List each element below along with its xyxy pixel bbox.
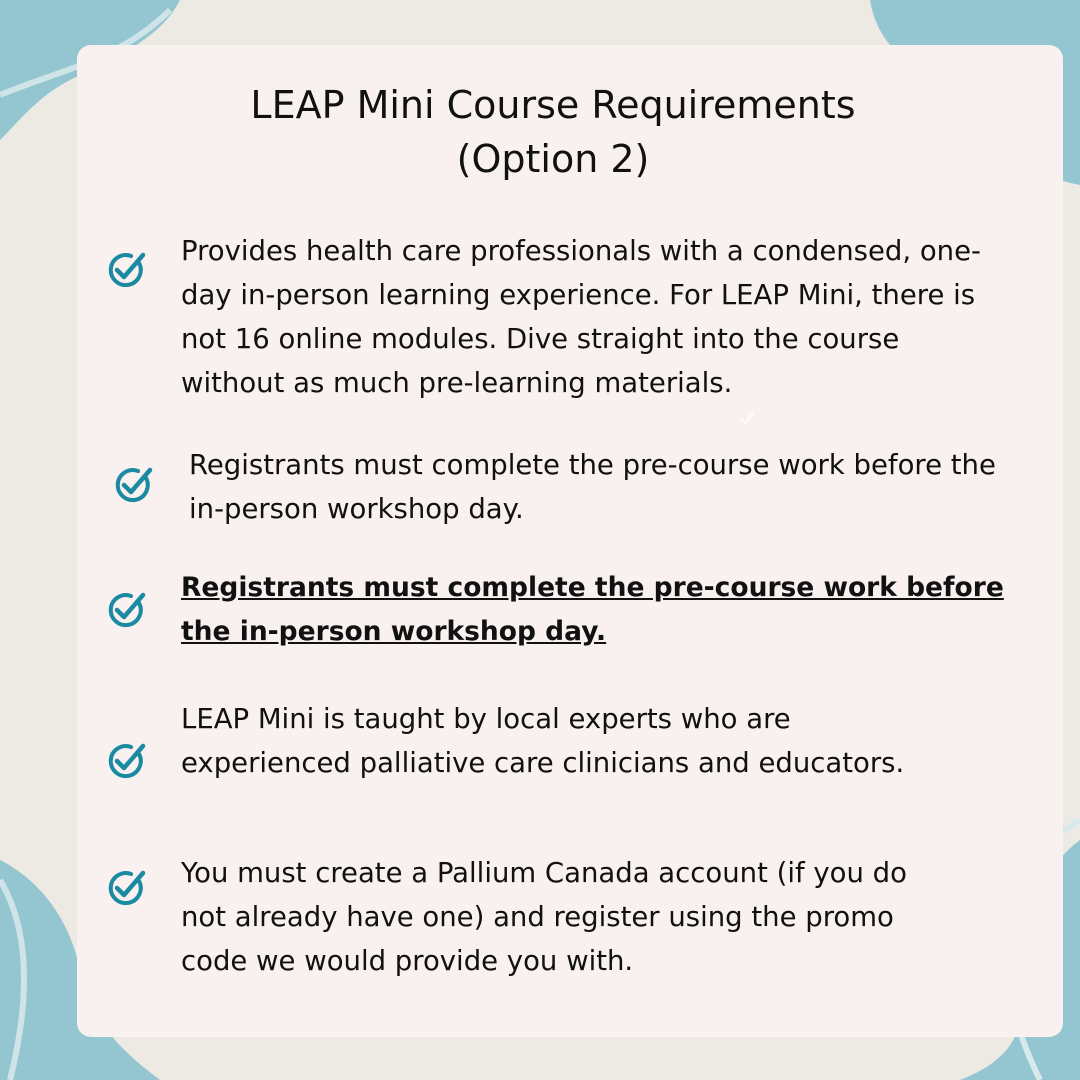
requirement-item-5 bbox=[181, 851, 907, 983]
item-1-line-2: day in-person learning experience. For LEAP Mini, there is bbox=[181, 279, 976, 311]
checkmark-circle-icon bbox=[113, 465, 153, 505]
title-line-1: LEAP Mini Course Requirements bbox=[250, 83, 856, 127]
requirement-item-1 bbox=[181, 229, 981, 405]
requirement-item-2 bbox=[189, 443, 996, 531]
item-5-line-2: not already have one) and register using the promo bbox=[181, 901, 894, 933]
item-3-line-1: Registrants must complete the pre-course work before bbox=[181, 572, 1004, 603]
small-check-mark-icon bbox=[737, 408, 757, 428]
checkmark-circle-icon bbox=[106, 868, 146, 908]
title-line-2: (Option 2) bbox=[456, 137, 650, 181]
item-1-line-3: not 16 online modules. Dive straight into the course bbox=[181, 323, 900, 355]
checkmark-circle-icon bbox=[106, 250, 146, 290]
page-title bbox=[77, 78, 1029, 186]
requirement-item-4 bbox=[181, 697, 904, 785]
item-5-line-1: You must create a Pallium Canada account (if you do bbox=[181, 857, 907, 889]
item-4-line-2: experienced palliative care clinicians and educators. bbox=[181, 747, 905, 779]
item-2-line-2: in-person workshop day. bbox=[189, 493, 524, 525]
checkmark-circle-icon bbox=[106, 590, 146, 630]
item-1-line-1: Provides health care professionals with a condensed, one- bbox=[181, 235, 981, 267]
checkmark-circle-icon bbox=[106, 741, 146, 781]
item-4-line-1: LEAP Mini is taught by local experts who are bbox=[181, 703, 791, 735]
item-2-line-1: Registrants must complete the pre-course work before the bbox=[189, 449, 996, 481]
item-5-line-3: code we would provide you with. bbox=[181, 945, 634, 977]
item-1-line-4: without as much pre-learning materials. bbox=[181, 367, 733, 399]
item-3-line-2: the in-person workshop day. bbox=[181, 616, 607, 647]
requirement-item-3-emphasized bbox=[181, 566, 1004, 654]
